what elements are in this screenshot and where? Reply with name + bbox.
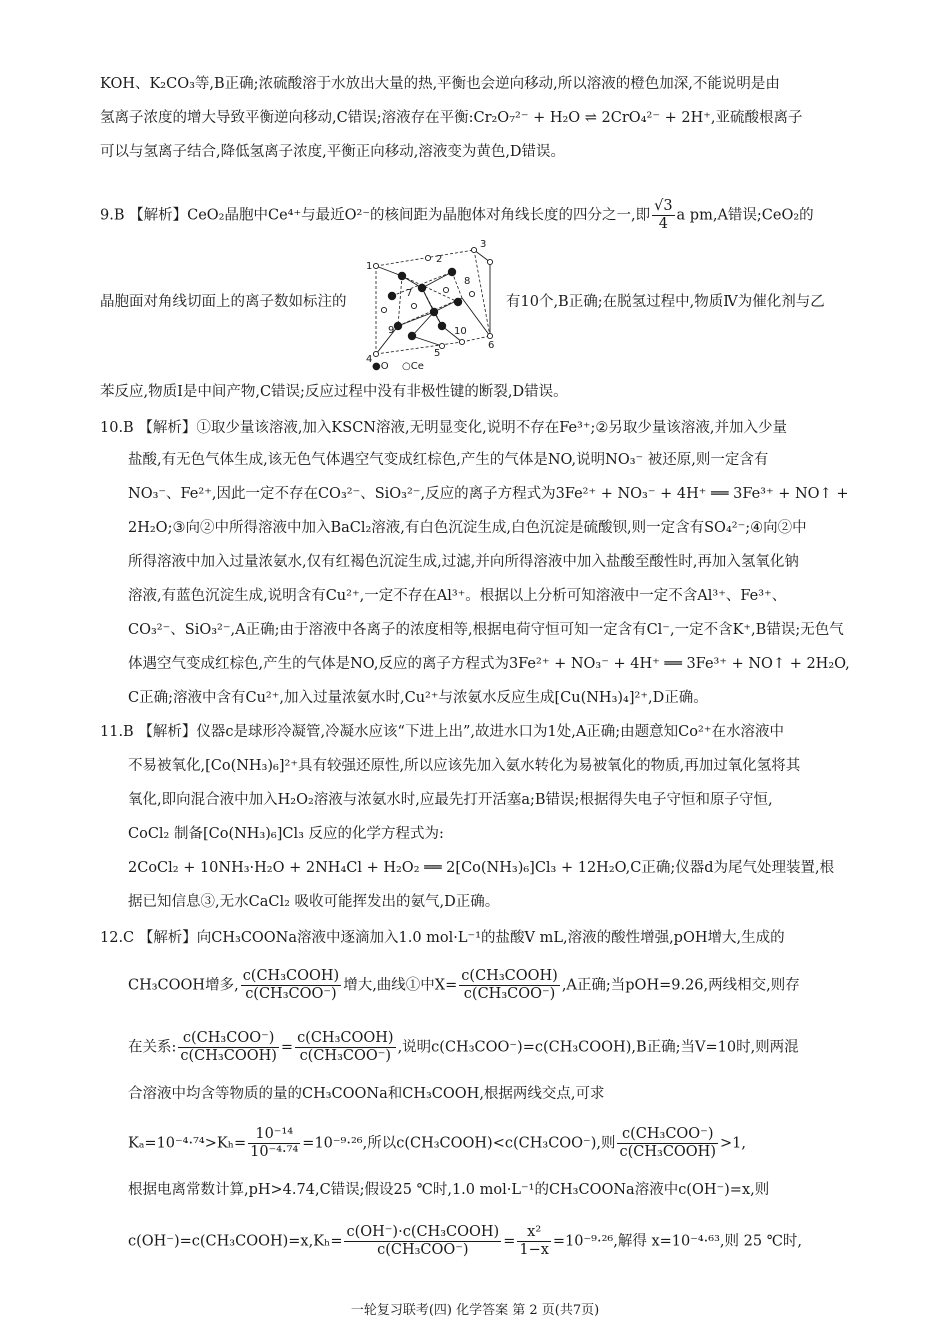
figure-label: 1 [366,261,373,272]
q10-line: 10.B 【解析】①取少量该溶液,加入KSCN溶液,无明显变化,说明不存在Fe³⁺;②另取少量该溶液,并加入少量 [100,420,788,436]
fraction: $\frac{\text{x²}}{1-x}$ [519,1224,549,1258]
legend-ce: ○Ce [402,361,424,371]
figure-label: 10 [454,326,467,337]
legend-o: ●O [372,361,389,371]
q9-text: 9.B 【解析】CeO₂晶胞中Ce⁴⁺与最近O²⁻的核间距为晶胞体对角线长度的四分之一,即 [100,207,651,224]
q11-line: 不易被氧化,[Co(NH₃)₆]²⁺具有较强还原性,所以应该先加入氨水转化为易被氧化的物质,再加过氧化氢将其 [128,758,801,774]
q9-line [100,198,870,233]
q12-line: CH₃COOH增多, $\frac{\text{c(CH₃COOH)}}{\text{c(CH₃COO⁻)}}$ 增大,曲线①中X= $\frac{\text{c(CH₃COOH)}}{\text{c(CH₃COO⁻)}}$ ,A正确;当pOH=9.26,两线相交,则存 [128,968,800,1002]
q10-line: 体遇空气变成红棕色,产生的气体是NO,反应的离子方程式为3Fe²⁺ + NO₃⁻ + 4H⁺ ══ 3Fe³⁺ + NO↑ + 2H₂O, [128,656,850,672]
q10-line: 2H₂O;③向②中所得溶液中加入BaCl₂溶液,有白色沉淀生成,白色沉淀是硫酸钡,则一定含有SO₄²⁻;④向②中 [128,520,807,536]
q9-line: 苯反应,物质Ⅰ是中间产物,C错误;反应过程中没有非极性键的断裂,D错误。 [100,384,568,400]
figure-label: 4 [366,354,373,365]
page-footer: 一轮复习联考(四) 化学答案 第 2 页(共7页) [350,1303,600,1318]
fraction: $\frac{\text{c(CH₃COOH)}}{\text{c(CH₃COO⁻)}}$ [461,968,558,1002]
q11-line: 氧化,即向混合液中加入H₂O₂溶液与浓氨水时,应最先打开活塞a;B错误;根据得失电子守恒和原子守恒, [128,792,773,808]
q9-text: a pm,A错误;CeO₂的 [676,207,814,224]
q10-line: 溶液,有蓝色沉淀生成,说明含有Cu²⁺,一定不存在Al³⁺。根据以上分析可知溶液中一定不含Al³⁺、Fe³⁺、 [128,588,787,604]
q10-line: CO₃²⁻、SiO₃²⁻,A正确;由于溶液中各离子的浓度相等,根据电荷守恒可知一定含有Cl⁻,一定不含K⁺,B错误;无色气 [128,622,844,638]
q9-line: 有10个,B正确;在脱氢过程中,物质Ⅳ为催化剂与乙 [506,294,825,310]
figure-label: 7 [406,288,413,299]
q11-line: 据已知信息③,无水CaCl₂ 吸收可能挥发出的氨气,D正确。 [128,894,500,910]
ceo2-cell-figure [362,236,502,371]
figure-label: 2 [436,254,443,265]
q11-line: 2CoCl₂ + 10NH₃·H₂O + 2NH₄Cl + H₂O₂ ══ 2[Co(NH₃)₆]Cl₃ + 12H₂O,C正确;仪器d为尾气处理装置,根 [128,860,835,876]
q12-line: 12.C 【解析】向CH₃COONa溶液中逐滴加入1.0 mol·L⁻¹的盐酸V mL,溶液的酸性增强,pOH增大,生成的 [100,930,785,946]
fraction: $\frac{\text{c(OH⁻)·c(CH₃COOH)}}{\text{c(CH₃COO⁻)}}$ [346,1224,500,1258]
q10-line: NO₃⁻、Fe²⁺,因此一定不存在CO₃²⁻、SiO₃²⁻,反应的离子方程式为3Fe²⁺ + NO₃⁻ + 4H⁺ ══ 3Fe³⁺ + NO↑ + [128,486,849,502]
fraction: $\frac{\text{c(CH₃COOH)}}{\text{c(CH₃COO⁻)}}$ [242,968,340,1002]
q12-line: 合溶液中均含等物质的量的CH₃COONa和CH₃COOH,根据两线交点,可求 [128,1086,605,1102]
q12-line: 根据电离常数计算,pH>4.74,C错误;假设25 ℃时,1.0 mol·L⁻¹的CH₃COONa溶液中c(OH⁻)=x,则 [128,1182,770,1198]
q11-line: 11.B 【解析】仪器c是球形冷凝管,冷凝水应该“下进上出”,故进水口为1处,A正确;由题意知Co²⁺在水溶液中 [100,724,784,740]
figure-label: 6 [488,340,495,351]
q10-line: 所得溶液中加入过量浓氨水,仅有红褐色沉淀生成,过滤,并向所得溶液中加入盐酸至酸性时,再加入氢氧化钠 [128,554,799,570]
q11-line: CoCl₂ 制备[Co(NH₃)₆]Cl₃ 反应的化学方程式为: [128,826,444,842]
fraction: $\frac{\text{c(CH₃COO⁻)}}{\text{c(CH₃COOH)}}$ [180,1030,277,1064]
text-line: KOH、K₂CO₃等,B正确;浓硫酸溶于水放出大量的热,平衡也会逆向移动,所以溶液的橙色加深,不能说明是由 [100,76,780,92]
q10-line: C正确;溶液中含有Cu²⁺,加入过量浓氨水时,Cu²⁺与浓氨水反应生成[Cu(NH₃)₄]²⁺,D正确。 [128,690,708,706]
fraction: $\frac{\text{c(CH₃COOH)}}{\text{c(CH₃COO⁻)}}$ [297,1030,394,1064]
figure-label: 5 [434,348,441,359]
fraction: $\frac{√3}{4}$ [654,198,673,232]
figure-label: 8 [464,276,471,287]
figure-label: 9 [388,325,395,336]
fraction: $\frac{\text{c(CH₃COO⁻)}}{\text{c(CH₃COOH)}}$ [619,1126,716,1160]
fraction: $\frac{\text{10⁻¹⁴}}{\text{10⁻⁴·⁷⁴}}$ [250,1126,299,1160]
q12-line: c(OH⁻)=c(CH₃COOH)=x,Kₕ= $\frac{\text{c(OH⁻)·c(CH₃COOH)}}{\text{c(CH₃COO⁻)}}$ = $\frac{\text{x²}}{1-x}$ =10⁻⁹·²⁶,解得 x=10⁻⁴·⁶³,则 25 ℃时, [128,1224,803,1258]
figure-label: 3 [480,239,487,250]
q12-line: 在关系: $\frac{\text{c(CH₃COO⁻)}}{\text{c(CH₃COOH)}}$ = $\frac{\text{c(CH₃COOH)}}{\text{c(CH₃COO⁻)}}$ ,说明c(CH₃COO⁻)=c(CH₃COOH),B正确;当V=10时,则两混 [128,1030,799,1064]
text-line: 氢离子浓度的增大导致平衡逆向移动,C错误;溶液存在平衡:Cr₂O₇²⁻ + H₂O ⇌ 2CrO₄²⁻ + 2H⁺,亚硫酸根离子 [100,110,803,126]
q9-line: 晶胞面对角线切面上的离子数如标注的 [100,294,347,310]
q10-line: 盐酸,有无色气体生成,该无色气体遇空气变成红棕色,产生的气体是NO,说明NO₃⁻ 被还原,则一定含有 [128,452,769,468]
q12-line: Kₐ=10⁻⁴·⁷⁴>Kₕ= $\frac{\text{10⁻¹⁴}}{\text{10⁻⁴·⁷⁴}}$ =10⁻⁹·²⁶,所以c(CH₃COOH)<c(CH₃COO⁻),则 $\frac{\text{c(CH₃COO⁻)}}{\text{c(CH₃COOH)}}$ >1, [128,1126,746,1160]
text-line: 可以与氢离子结合,降低氢离子浓度,平衡正向移动,溶液变为黄色,D错误。 [100,144,566,160]
